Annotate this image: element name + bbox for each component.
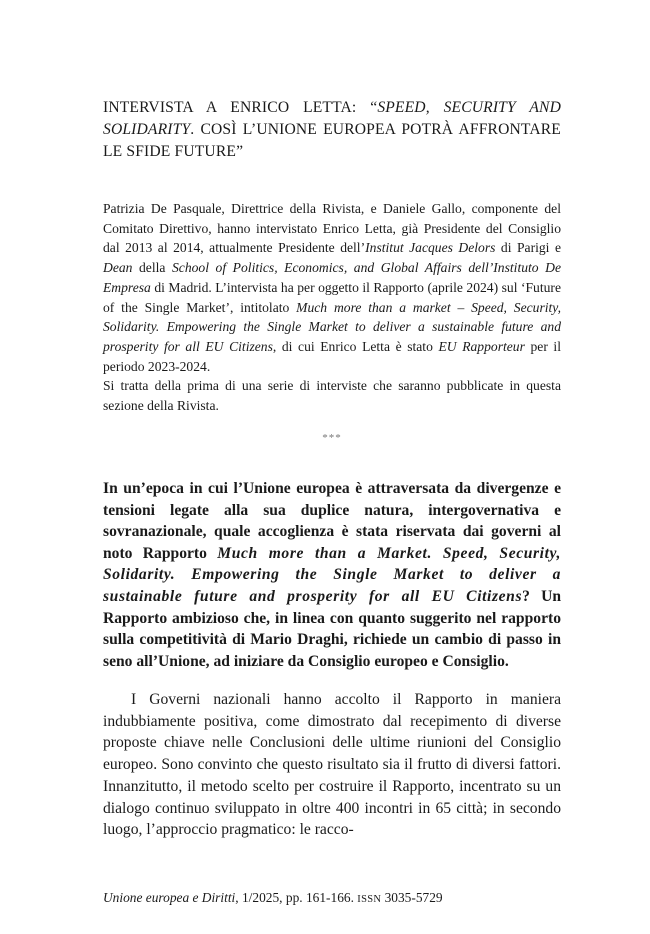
intro-text: Patrizia De Pasquale, Direttrice della Rivista, e Daniele Gallo, componente del Comitato Direttivo, hanno intervistato Enrico Letta, già Presidente del Consiglio dal 2013 al 2014, attualmente Presidente dell’ bbox=[103, 201, 561, 256]
intro-paragraph-2: Si tratta della prima di una serie di interviste che saranno pubblicate in questa sezione della Rivista. bbox=[103, 378, 561, 414]
question-text: ? Un Rapporto ambizioso che, in linea con quanto suggerito nel rapporto sulla competitività di Mario Draghi, richiede un cambio di passo in seno all’Unione, ad iniziare da Consiglio europeo e Consiglio. bbox=[103, 587, 561, 670]
footer-details: , 1/2025, pp. 161-166. bbox=[235, 890, 358, 905]
page-footer bbox=[103, 889, 561, 909]
question-italic: Much more than a Market. Speed, Security, Solidarity. Empowering the Single Market to deliver a sustainable future and prosperity for all EU Citizens bbox=[103, 544, 561, 605]
journal-name: Unione europea e Diritti bbox=[103, 890, 236, 905]
page bbox=[103, 0, 561, 934]
intro-italic: Institut Jacques Delors bbox=[365, 240, 496, 256]
intro-text: di Parigi e bbox=[495, 240, 561, 256]
intro-italic: EU Rapporteur bbox=[438, 338, 525, 354]
title-prefix: INTERVISTA A ENRICO LETTA: “ bbox=[103, 99, 378, 116]
intro-text: di Madrid. L’intervista ha per oggetto il Rapporto (aprile 2024) sul ‘Future of the Single Market’, intitolato bbox=[103, 279, 561, 315]
interview-answer: I Governi nazionali hanno accolto il Rapporto in maniera indubbiamente positiva, come dimostrato dal recepimento di diverse proposte chiave nelle Conclusioni delle ultime riunioni del Consiglio europeo. Sono convinto che questo risultato sia il frutto di diversi fattori. Innanzitutto, il metodo scelto per costruire il Rapporto, incentrato su un dialogo continuo sviluppato in oltre 400 incontri in 65 città; in secondo luogo, l’approccio pragmatico: le racco- bbox=[103, 691, 561, 839]
article-title bbox=[103, 97, 561, 163]
intro-paragraph bbox=[103, 199, 561, 376]
intro-section bbox=[103, 199, 561, 416]
interview-question bbox=[103, 478, 561, 672]
section-separator: *** bbox=[322, 432, 342, 444]
intro-italic: School of Politics, Economics, and Global Affairs dell’Instituto De Empresa bbox=[103, 260, 562, 295]
question-text: In un’epoca in cui l’Unione europea è attraversata da divergenze e tensioni legate alla sua duplice natura, intergovernativa e sovranazionale, quale accoglienza è stata riservata dai governi al noto Rapporto bbox=[103, 480, 561, 562]
title-italic: SPEED, SECURITY AND SOLIDARITY bbox=[103, 99, 561, 138]
title-suffix: . COSÌ L’UNIONE EUROPEA POTRÀ AFFRONTARE LE SFIDE FUTURE” bbox=[103, 121, 561, 160]
intro-italic: Much more than a market – Speed, Security, Solidarity. Empowering the Single Market to deliver a sustainable future and prosperity for all EU Citizens bbox=[103, 299, 561, 354]
intro-text: , di cui Enrico Letta è stato bbox=[272, 338, 439, 354]
intro-italic: Dean bbox=[103, 260, 133, 276]
intro-text: della bbox=[132, 260, 172, 276]
intro-text: per il periodo 2023-2024. bbox=[103, 338, 561, 374]
issn-number: 3035-5729 bbox=[381, 890, 443, 905]
issn-label: ISSN bbox=[357, 894, 382, 905]
